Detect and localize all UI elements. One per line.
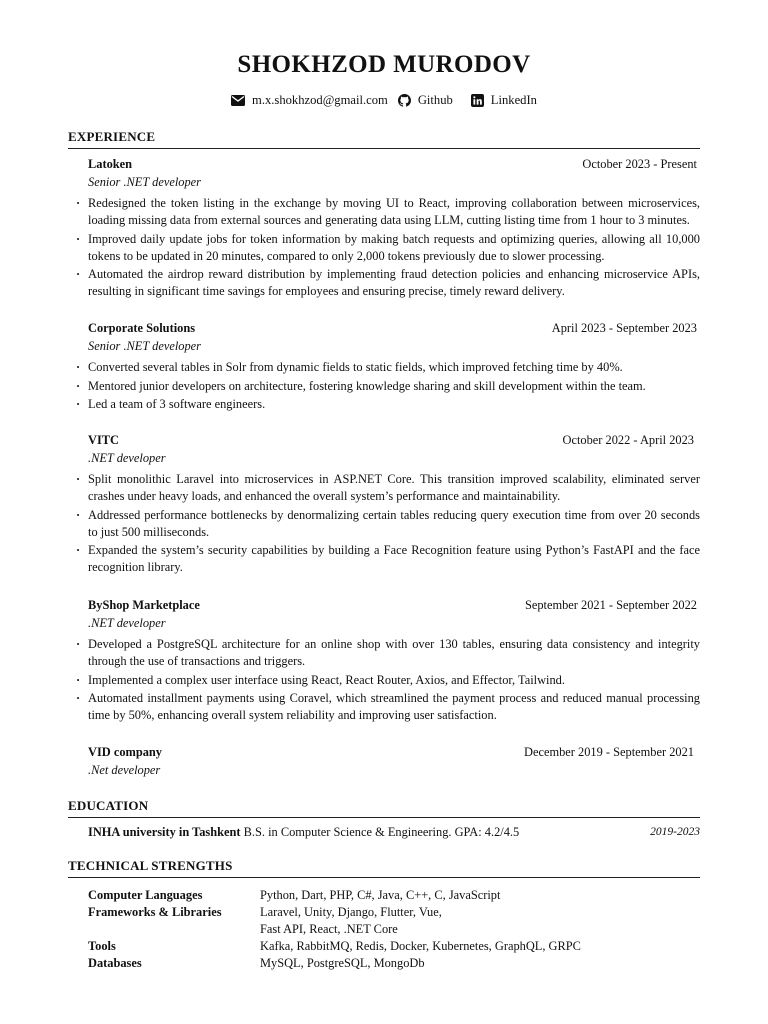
bullet-item: · Redesigned the token listing in the exchange by moving UI to React, improving collaboration between microservices, loading missing data from external sources and generating data using LLM, cutting listing time from 1 hour to 3 minutes. <box>68 195 700 229</box>
linkedin-icon <box>471 94 484 107</box>
job-vitc <box>68 432 700 578</box>
job-role: .NET developer <box>88 616 166 630</box>
contact-bar <box>0 92 768 109</box>
skill-value: Laravel, Unity, Django, Flutter, Vue, <box>260 905 442 919</box>
skill-label: Databases <box>88 956 142 970</box>
skill-value: Kafka, RabbitMQ, Redis, Docker, Kubernetes, GraphQL, GRPC <box>260 939 581 953</box>
job-bullets <box>68 195 700 300</box>
job-role: Senior .NET developer <box>88 339 201 353</box>
education-entry <box>68 824 700 841</box>
skill-value: MySQL, PostgreSQL, MongoDb <box>260 956 425 970</box>
job-company: VITC <box>88 433 119 447</box>
bullet-item: · Converted several tables in Solr from dynamic fields to static fields, which improved fetching time by 40%. <box>68 359 700 376</box>
github-link[interactable] <box>398 92 453 109</box>
job-vid-company <box>68 744 700 780</box>
email-text: m.x.shokhzod@gmail.com <box>252 93 388 107</box>
skill-value: Fast API, React, .NET Core <box>260 922 398 936</box>
job-corporate-solutions <box>68 320 700 415</box>
job-dates: October 2023 - Present <box>582 157 697 171</box>
linkedin-text: LinkedIn <box>490 93 537 107</box>
skill-label: Computer Languages <box>88 888 203 902</box>
candidate-name: SHOKHZOD MURODOV <box>237 51 531 78</box>
job-role: .Net developer <box>88 763 161 777</box>
bullet-item: · Improved daily update jobs for token information by making batch requests and optimizing queries, allowing all 10,000 tokens to be updated in 20 minutes, compared to only 2,000 tokens previously due to slower processing. <box>68 231 700 265</box>
job-dates: October 2022 - April 2023 <box>562 433 694 447</box>
bullet-item: · Developed a PostgreSQL architecture for an online shop with over 130 tables, ensuring data consistency and integrity through the use of transactions and triggers. <box>68 636 700 670</box>
github-text: Github <box>417 93 453 107</box>
education-school: INHA university in Tashkent <box>88 825 241 839</box>
skills-heading: TECHNICAL STRENGTHS <box>68 858 700 878</box>
education-heading: EDUCATION <box>68 798 700 818</box>
skill-value: Python, Dart, PHP, C#, Java, C++, C, JavaScript <box>260 888 501 902</box>
bullet-item: · Automated the airdrop reward distribution by implementing fraud detection policies and enhancing microservice APIs, resulting in significant time savings for employees and ensuring precise, timely reward delivery. <box>68 266 700 300</box>
job-role: Senior .NET developer <box>88 175 201 189</box>
job-bullets <box>68 359 700 413</box>
job-company: Latoken <box>88 157 133 171</box>
job-company: Corporate Solutions <box>88 321 196 335</box>
skill-row <box>88 887 700 904</box>
education-degree: B.S. in Computer Science & Engineering. GPA: 4.2/4.5 <box>243 825 520 839</box>
bullet-item: · Implemented a complex user interface using React, React Router, Axios, and Effector, Tailwind. <box>68 672 700 689</box>
skill-row <box>88 955 700 972</box>
skill-row <box>88 904 700 938</box>
experience-heading: EXPERIENCE <box>68 129 700 149</box>
job-dates: April 2023 - September 2023 <box>551 321 697 335</box>
job-bullets <box>68 636 700 724</box>
job-dates: December 2019 - September 2021 <box>524 745 694 759</box>
bullet-item: · Split monolithic Laravel into microservices in ASP.NET Core. This transition improved scalability, eliminated server crashes under heavy loads, and enhanced the overall system’s performance and maintainability. <box>68 471 700 505</box>
bullet-item: · Automated installment payments using Coravel, which streamlined the payment process and reduced manual processing time by 50%, enhancing overall system reliability and improving user satisfaction. <box>68 690 700 724</box>
bullet-item: · Expanded the system’s security capabilities by building a Face Recognition feature using Python’s FastAPI and the face recognition library. <box>68 542 700 576</box>
github-icon <box>398 94 411 107</box>
job-company: ByShop Marketplace <box>88 598 200 612</box>
job-bullets <box>68 471 700 576</box>
linkedin-link[interactable] <box>471 92 537 109</box>
job-byshop <box>68 597 700 726</box>
skill-label: Frameworks & Libraries <box>88 905 222 919</box>
envelope-icon <box>231 95 245 106</box>
education-years: 2019-2023 <box>650 826 700 838</box>
email-link[interactable] <box>231 92 388 109</box>
bullet-item: · Mentored junior developers on architecture, fostering knowledge sharing and skill development within the team. <box>68 378 700 395</box>
bullet-item: · Addressed performance bottlenecks by denormalizing certain tables reducing query execution time from over 20 seconds to just 500 milliseconds. <box>68 507 700 541</box>
job-company: VID company <box>88 745 163 759</box>
skills-table <box>88 887 700 972</box>
job-latoken <box>68 156 700 302</box>
job-dates: September 2021 - September 2022 <box>524 598 697 612</box>
skill-row <box>88 938 700 955</box>
skill-label: Tools <box>88 939 116 953</box>
job-role: .NET developer <box>88 451 166 465</box>
bullet-item: · Led a team of 3 software engineers. <box>68 396 700 413</box>
